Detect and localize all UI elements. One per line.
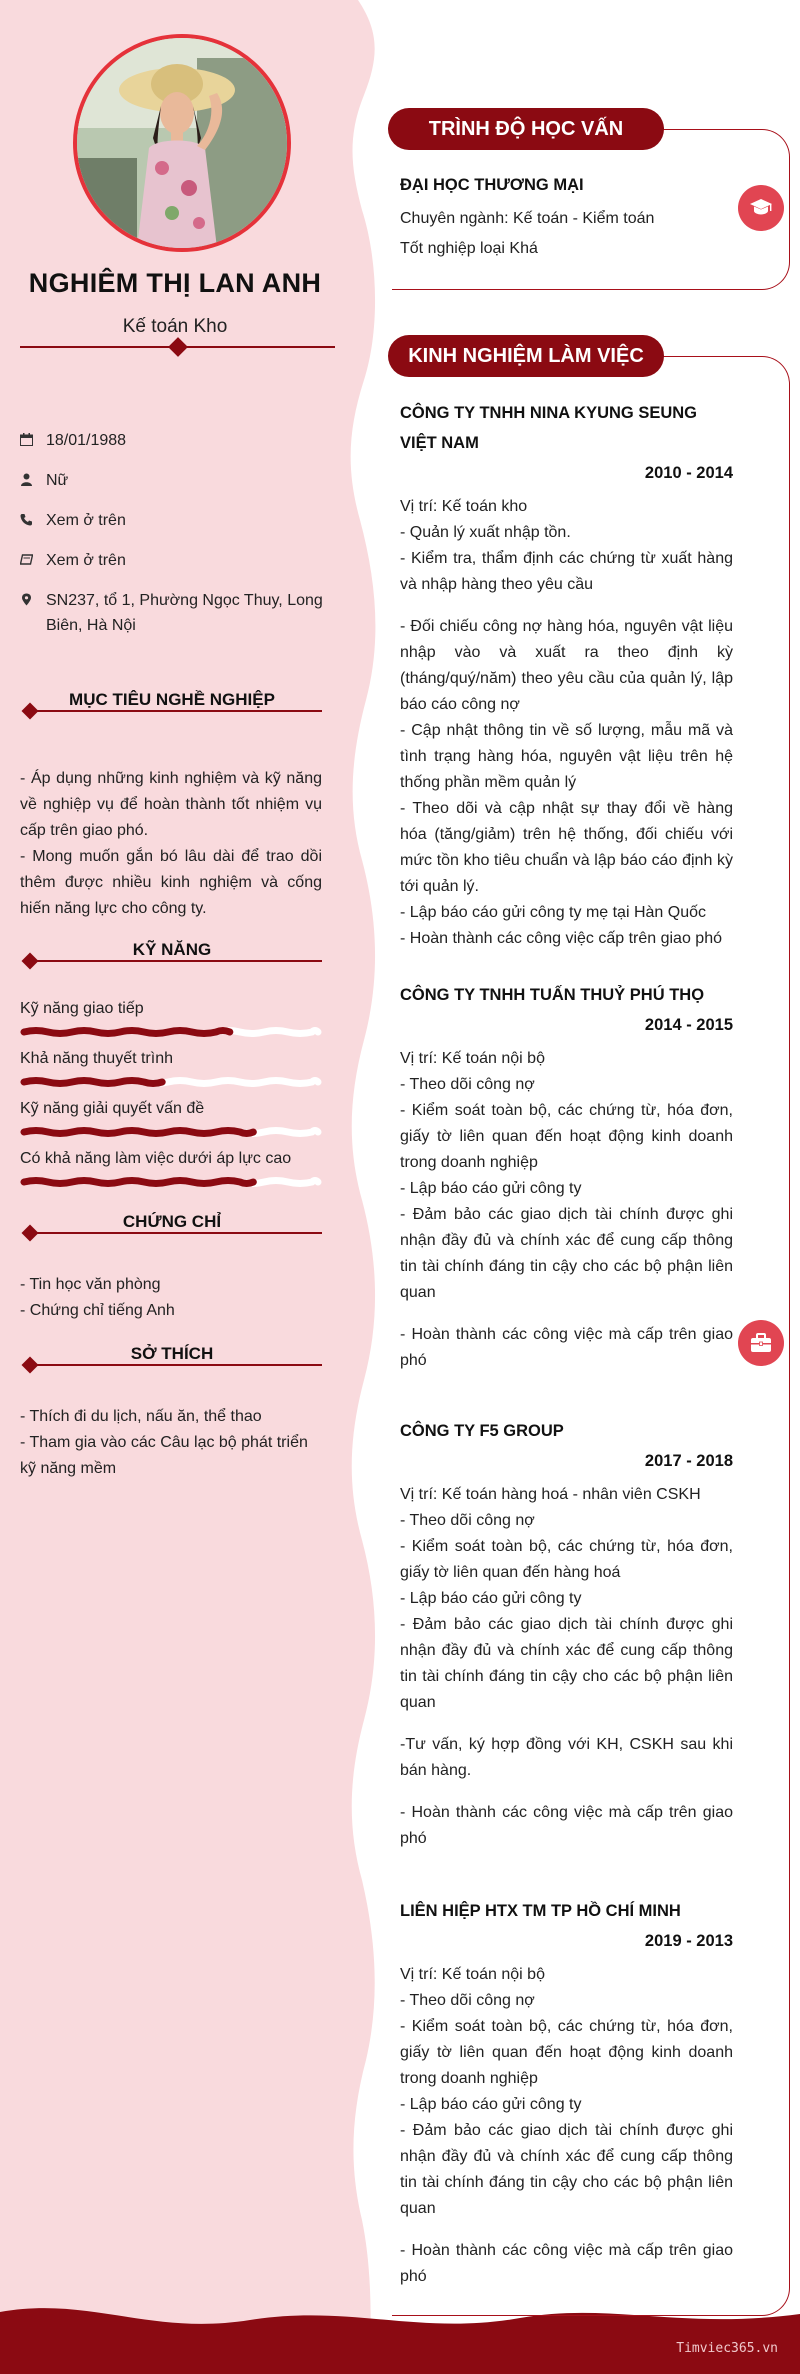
job-duty: - Lập báo cáo gửi công ty mẹ tại Hàn Quốc xyxy=(400,904,706,921)
objective-heading xyxy=(22,690,322,714)
calendar-icon xyxy=(20,428,46,454)
skill-bar-fill xyxy=(24,1031,230,1034)
job-duty: - Đảm bảo các giao dịch tài chính được ghi nhận đầy đủ và chính xác để cung cấp thông tin tài chính đáng tin cậy cho các bộ phận liên quan xyxy=(400,1616,733,1711)
job-duty: - Đảm bảo các giao dịch tài chính được ghi nhận đầy đủ và chính xác để cung cấp thông tin tài chính đáng tin cậy cho các bộ phận liên quan xyxy=(400,2122,733,2217)
skill-bar-fill xyxy=(24,1181,253,1184)
objective-title: MỤC TIÊU NGHỀ NGHIỆP xyxy=(69,690,275,709)
company-name: CÔNG TY TNHH TUẤN THUỶ PHÚ THỌ xyxy=(400,986,705,1004)
skill-name: Kỹ năng giao tiếp xyxy=(20,1000,144,1017)
skill-name: Kỹ năng giải quyết vấn đề xyxy=(20,1100,205,1117)
job-position: Vị trí: Kế toán kho xyxy=(400,498,528,515)
hobbies-heading xyxy=(22,1344,322,1368)
job-position: Vị trí: Kế toán nội bộ xyxy=(400,1050,545,1067)
gender-row xyxy=(20,468,330,494)
gender: Nữ xyxy=(46,472,69,489)
skill-item xyxy=(20,1098,322,1138)
profile-photo xyxy=(77,38,287,248)
job-duty: - Theo dõi công nợ xyxy=(400,1076,535,1093)
job-period: 2014 - 2015 xyxy=(644,1016,733,1034)
company-name: LIÊN HIỆP HTX TM TP HỒ CHÍ MINH xyxy=(400,1902,681,1920)
job-title: Kế toán Kho xyxy=(122,316,228,337)
education-major: Chuyên ngành: Kế toán - Kiểm toán xyxy=(400,210,655,227)
skills-heading xyxy=(22,940,322,964)
job-period: 2019 - 2013 xyxy=(644,1932,733,1950)
job-position: Vị trí: Kế toán hàng hoá - nhân viên CSKH xyxy=(400,1486,701,1503)
user-icon xyxy=(20,468,46,494)
certificate-item: - Chứng chỉ tiếng Anh xyxy=(20,1302,175,1319)
email-row xyxy=(20,548,330,574)
job-duty: - Hoàn thành các công việc mà cấp trên giao phó xyxy=(400,1326,733,1369)
objective-text xyxy=(20,766,322,922)
map-marker-icon xyxy=(20,588,46,638)
job-duty: - Hoàn thành các công việc mà cấp trên giao phó xyxy=(400,2242,733,2285)
job-duty: -Tư vấn, ký hợp đồng với KH, CSKH sau khi bán hàng. xyxy=(400,1736,733,1779)
job-position: Vị trí: Kế toán nội bộ xyxy=(400,1966,545,1983)
hobbies-title: SỞ THÍCH xyxy=(130,1344,214,1363)
job-details xyxy=(400,1046,733,1374)
skill-level-bar xyxy=(20,1176,322,1188)
skill-level-bar xyxy=(20,1076,322,1088)
job-duty: - Lập báo cáo gửi công ty xyxy=(400,2096,582,2113)
job-duty: - Cập nhật thông tin về số lượng, mẫu mã và tình trạng hàng hóa, nguyên vật liệu trên hệ thống phần mềm quản lý xyxy=(400,722,733,791)
birthday-row xyxy=(20,428,330,454)
certificates-heading xyxy=(22,1212,322,1236)
birthday: 18/01/1988 xyxy=(46,432,127,449)
job-duty: - Đảm bảo các giao dịch tài chính được ghi nhận đầy đủ và chính xác để cung cấp thông tin tài chính đáng tin cậy cho các bộ phận liên quan xyxy=(400,1206,733,1301)
skill-item xyxy=(20,1148,322,1188)
job-duty: - Lập báo cáo gửi công ty xyxy=(400,1180,582,1197)
email-icon xyxy=(20,548,46,574)
skill-item xyxy=(20,998,322,1038)
skill-level-bar xyxy=(20,1026,322,1038)
education-grade: Tốt nghiệp loại Khá xyxy=(400,240,538,257)
skill-item xyxy=(20,1048,322,1088)
hobbies-list xyxy=(20,1404,322,1482)
phone: Xem ở trên xyxy=(46,512,126,529)
job-duty: - Theo dõi và cập nhật sự thay đổi về hàng hóa (tăng/giảm) trên hệ thống, đối chiếu với mức tồn kho tiêu chuẩn và lập báo cáo định kỳ tới quản lý. xyxy=(400,800,733,895)
skill-name: Khả năng thuyết trình xyxy=(20,1050,173,1067)
job-duty: - Kiểm soát toàn bộ, các chứng từ, hóa đơn, giấy tờ liên quan đến hàng hoá xyxy=(400,1538,733,1581)
certificates-title: CHỨNG CHỈ xyxy=(122,1212,222,1231)
certificates-list xyxy=(20,1272,322,1324)
phone-icon xyxy=(20,508,46,534)
job-duty: - Đối chiếu công nợ hàng hóa, nguyên vật liệu nhập vào và xuất ra theo định kỳ (tháng/quý/năm) theo yêu cầu của quản lý, lập báo cáo công nợ xyxy=(400,618,733,713)
job-details xyxy=(400,1962,733,2290)
certificate-item: - Tin học văn phòng xyxy=(20,1276,161,1293)
job-duty: - Theo dõi công nợ xyxy=(400,1992,535,2009)
watermark: Timviec365.vn xyxy=(676,2341,778,2356)
avatar xyxy=(73,34,291,252)
graduation-cap-icon xyxy=(738,185,784,231)
objective-line: - Mong muốn gắn bó lâu dài để trao dồi thêm được nhiều kinh nghiệm và cống hiến năng lực cho công ty. xyxy=(20,848,322,917)
skill-name: Có khả năng làm việc dưới áp lực cao xyxy=(20,1150,292,1167)
skill-level-bar xyxy=(20,1126,322,1138)
education-title: TRÌNH ĐỘ HỌC VẤN xyxy=(388,108,664,150)
company-name: CÔNG TY TNHH NINA KYUNG SEUNG VIỆT NAM xyxy=(400,404,698,452)
job-duty: - Lập báo cáo gửi công ty xyxy=(400,1590,582,1607)
job-duty: - Kiểm soát toàn bộ, các chứng từ, hóa đơn, giấy tờ liên quan đến hoạt động kinh doanh trong doanh nghiệp xyxy=(400,2018,733,2087)
address: SN237, tổ 1, Phường Ngọc Thuy, Long Biên, Hà Nội xyxy=(46,592,323,634)
company-name: CÔNG TY F5 GROUP xyxy=(400,1422,564,1440)
skill-bar-fill xyxy=(24,1131,253,1134)
job-period: 2010 - 2014 xyxy=(644,464,733,482)
skills-title: KỸ NĂNG xyxy=(132,940,212,959)
job-duty: - Kiểm soát toàn bộ, các chứng từ, hóa đơn, giấy tờ liên quan đến hoạt động kinh doanh trong doanh nghiệp xyxy=(400,1102,733,1171)
job-duty: - Hoàn thành các công việc mà cấp trên giao phó xyxy=(400,1804,733,1847)
job-duty: - Kiểm tra, thẩm định các chứng từ xuất hàng và nhập hàng theo yêu cầu xyxy=(400,550,733,593)
job-details xyxy=(400,1482,733,1852)
job-duty: - Quản lý xuất nhập tồn. xyxy=(400,524,571,541)
job-period: 2017 - 2018 xyxy=(644,1452,733,1470)
email: Xem ở trên xyxy=(46,552,126,569)
objective-line: - Áp dụng những kinh nghiệm và kỹ năng về nghiệp vụ để hoàn thành tốt nhiệm vụ cấp trên giao phó. xyxy=(20,770,322,839)
hobby-item: - Tham gia vào các Câu lạc bộ phát triển kỹ năng mềm xyxy=(20,1434,308,1477)
hobby-item: - Thích đi du lịch, nấu ăn, thể thao xyxy=(20,1408,262,1425)
job-details xyxy=(400,494,733,952)
phone-row xyxy=(20,508,330,534)
candidate-name: NGHIÊM THỊ LAN ANH xyxy=(28,268,322,298)
job-duty: - Theo dõi công nợ xyxy=(400,1512,535,1529)
experience-title: KINH NGHIỆM LÀM VIỆC xyxy=(388,335,664,377)
briefcase-icon xyxy=(738,1320,784,1366)
skill-bar-fill xyxy=(24,1081,162,1084)
address-row xyxy=(20,588,330,638)
job-duty: - Hoàn thành các công việc cấp trên giao phó xyxy=(400,930,722,947)
school-name: ĐẠI HỌC THƯƠNG MẠI xyxy=(400,176,584,194)
